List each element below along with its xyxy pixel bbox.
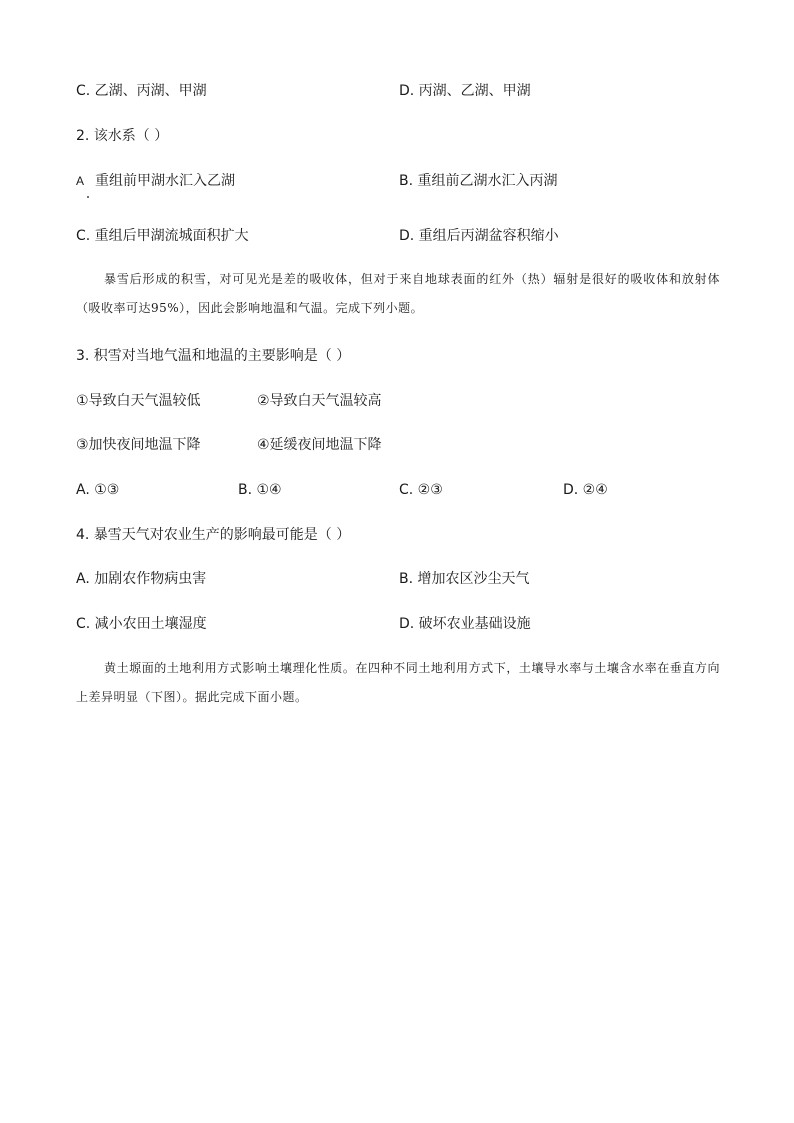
q3-option-b: B. ①④	[238, 482, 282, 498]
q3-stem: 3. 积雪对当地气温和地温的主要影响是（ ）	[76, 348, 351, 364]
q4-option-d: D. 破坏农业基础设施	[399, 616, 531, 632]
q4-option-a: A. 加剧农作物病虫害	[76, 571, 207, 587]
q2-option-b: B. 重组前乙湖水汇入丙湖	[399, 173, 558, 189]
q2-option-a-text: 重组前甲湖水汇入乙湖	[95, 173, 235, 189]
passage-loess: 黄土塬面的土地利用方式影响土壤理化性质。在四种不同土地利用方式下，土壤导水率与土壤含水率在垂直方向上差异明显（下图）。据此完成下面小题。	[76, 661, 720, 704]
q1-option-d: D. 丙湖、乙湖、甲湖	[399, 83, 531, 99]
q2-option-c: C. 重组后甲湖流城面积扩大	[76, 228, 249, 244]
stray-dot-mark	[87, 196, 89, 198]
q3-option-c: C. ②③	[399, 482, 443, 498]
q3-item-1: ①导致白天气温较低	[76, 393, 201, 409]
q3-item-2: ②导致白天气温较高	[257, 393, 382, 409]
q4-option-b: B. 增加农区沙尘天气	[399, 571, 530, 587]
passage-snow: 暴雪后形成的积雪，对可见光是差的吸收体，但对于来自地球表面的红外（热）辐射是很好的吸收体和放射体（吸收率可达95%），因此会影响地温和气温。完成下列小题。	[76, 272, 720, 315]
q2-option-d: D. 重组后丙湖盆容积缩小	[399, 228, 559, 244]
q3-option-d: D. ②④	[563, 482, 608, 498]
q2-stem: 2. 该水系（ ）	[76, 128, 169, 144]
q4-option-c: C. 减小农田土壤湿度	[76, 616, 207, 632]
q4-stem: 4. 暴雪天气对农业生产的影响最可能是（ ）	[76, 527, 351, 543]
q1-option-c: C. 乙湖、丙湖、甲湖	[76, 83, 207, 99]
q2-option-a-letter: A	[76, 174, 85, 188]
q3-item-3: ③加快夜间地温下降	[76, 437, 201, 453]
q3-item-4: ④延缓夜间地温下降	[257, 437, 382, 453]
q3-option-a: A. ①③	[76, 482, 120, 498]
